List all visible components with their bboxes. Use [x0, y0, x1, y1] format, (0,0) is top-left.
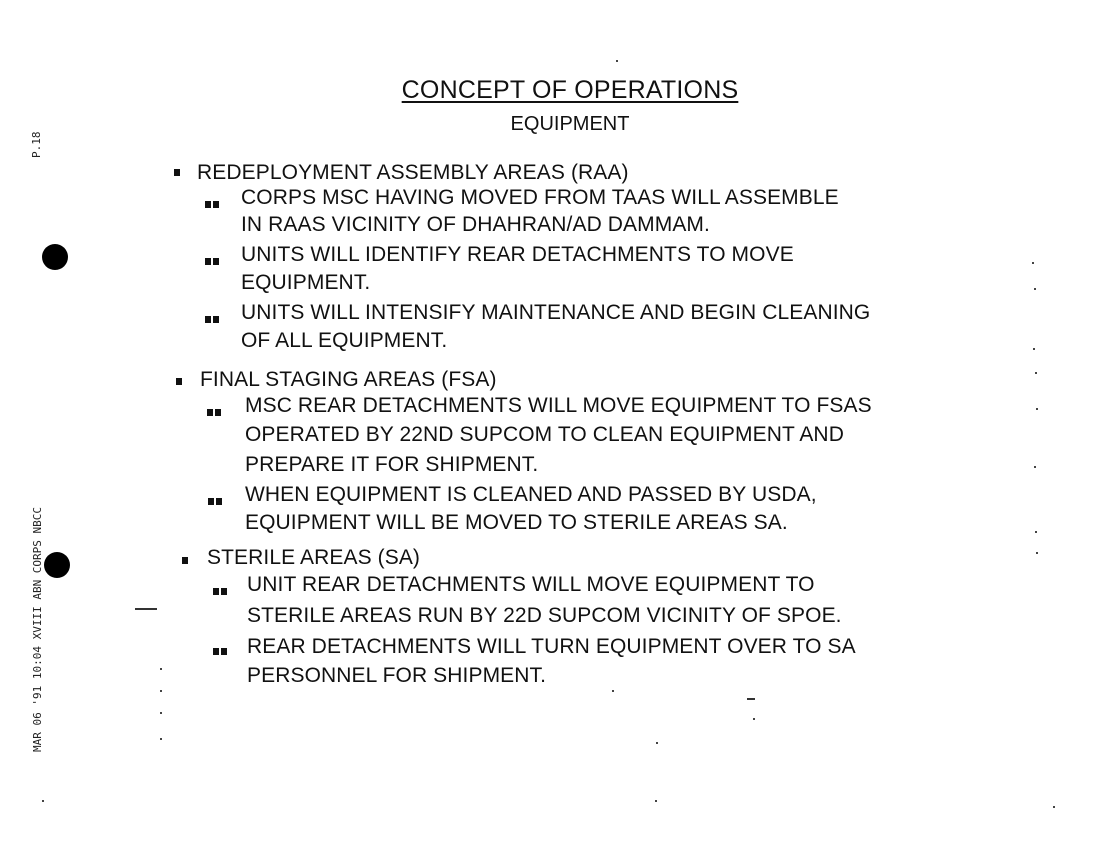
- sub-bullet-icon: [208, 498, 224, 505]
- item-line: UNITS WILL INTENSIFY MAINTENANCE AND BEGIN CLEANING: [241, 301, 871, 324]
- sub-bullet-icon: [205, 201, 221, 208]
- item-line: EQUIPMENT WILL BE MOVED TO STERILE AREAS SA.: [245, 511, 788, 534]
- scan-artifact: [616, 60, 618, 62]
- scan-artifact: [753, 718, 755, 720]
- page-title: CONCEPT OF OPERATIONS: [401, 76, 739, 104]
- item-line: UNITS WILL IDENTIFY REAR DETACHMENTS TO MOVE: [241, 243, 794, 266]
- item-line: MSC REAR DETACHMENTS WILL MOVE EQUIPMENT TO FSAS: [245, 394, 872, 417]
- scan-artifact: [160, 668, 162, 670]
- item-line: REAR DETACHMENTS WILL TURN EQUIPMENT OVER TO SA: [247, 635, 856, 658]
- scan-artifact: [1033, 348, 1035, 350]
- item-line: EQUIPMENT.: [241, 271, 371, 294]
- section-heading: STERILE AREAS (SA): [207, 546, 421, 569]
- item-line: CORPS MSC HAVING MOVED FROM TAAS WILL ASSEMBLE: [241, 186, 839, 209]
- scan-artifact: [612, 690, 614, 692]
- scan-artifact: [160, 690, 162, 692]
- scan-artifact: [160, 738, 162, 740]
- bullet-icon: [182, 557, 188, 564]
- scan-artifact: [135, 608, 157, 610]
- scan-artifact: [1034, 466, 1036, 468]
- fax-header: MAR 06 '91 10:04 XVIII ABN CORPS NBCC: [31, 506, 44, 752]
- sub-bullet-icon: [207, 409, 223, 416]
- bullet-icon: [176, 378, 182, 385]
- item-line: UNIT REAR DETACHMENTS WILL MOVE EQUIPMENT TO: [247, 573, 815, 596]
- section-heading: FINAL STAGING AREAS (FSA): [200, 368, 497, 391]
- item-line: OPERATED BY 22ND SUPCOM TO CLEAN EQUIPMENT AND: [245, 423, 844, 446]
- item-line: PERSONNEL FOR SHIPMENT.: [247, 664, 547, 687]
- scan-artifact: [1032, 262, 1034, 264]
- bullet-icon: [174, 169, 180, 176]
- page-subtitle: EQUIPMENT: [510, 113, 630, 135]
- scan-artifact: [1035, 531, 1037, 533]
- scan-artifact: [655, 800, 657, 802]
- scan-artifact: [42, 800, 44, 802]
- scan-artifact: [1053, 806, 1055, 808]
- scan-artifact: [747, 698, 755, 700]
- sub-bullet-icon: [205, 316, 221, 323]
- item-line: WHEN EQUIPMENT IS CLEANED AND PASSED BY USDA,: [245, 483, 817, 506]
- scan-artifact: [656, 742, 658, 744]
- item-line: PREPARE IT FOR SHIPMENT.: [245, 453, 539, 476]
- item-line: STERILE AREAS RUN BY 22D SUPCOM VICINITY OF SPOE.: [247, 604, 842, 627]
- scan-artifact: [1034, 288, 1036, 290]
- section-heading: REDEPLOYMENT ASSEMBLY AREAS (RAA): [197, 161, 629, 184]
- sub-bullet-icon: [213, 648, 229, 655]
- item-line: IN RAAS VICINITY OF DHAHRAN/AD DAMMAM.: [241, 213, 710, 236]
- sub-bullet-icon: [205, 258, 221, 265]
- scan-artifact: [1036, 408, 1038, 410]
- scan-artifact: [1036, 552, 1038, 554]
- item-line: OF ALL EQUIPMENT.: [241, 329, 448, 352]
- sub-bullet-icon: [213, 588, 229, 595]
- punch-hole-top: [42, 244, 68, 270]
- page-number: P.18: [30, 131, 43, 158]
- punch-hole-bottom: [44, 552, 70, 578]
- scan-artifact: [160, 712, 162, 714]
- scan-artifact: [1035, 372, 1037, 374]
